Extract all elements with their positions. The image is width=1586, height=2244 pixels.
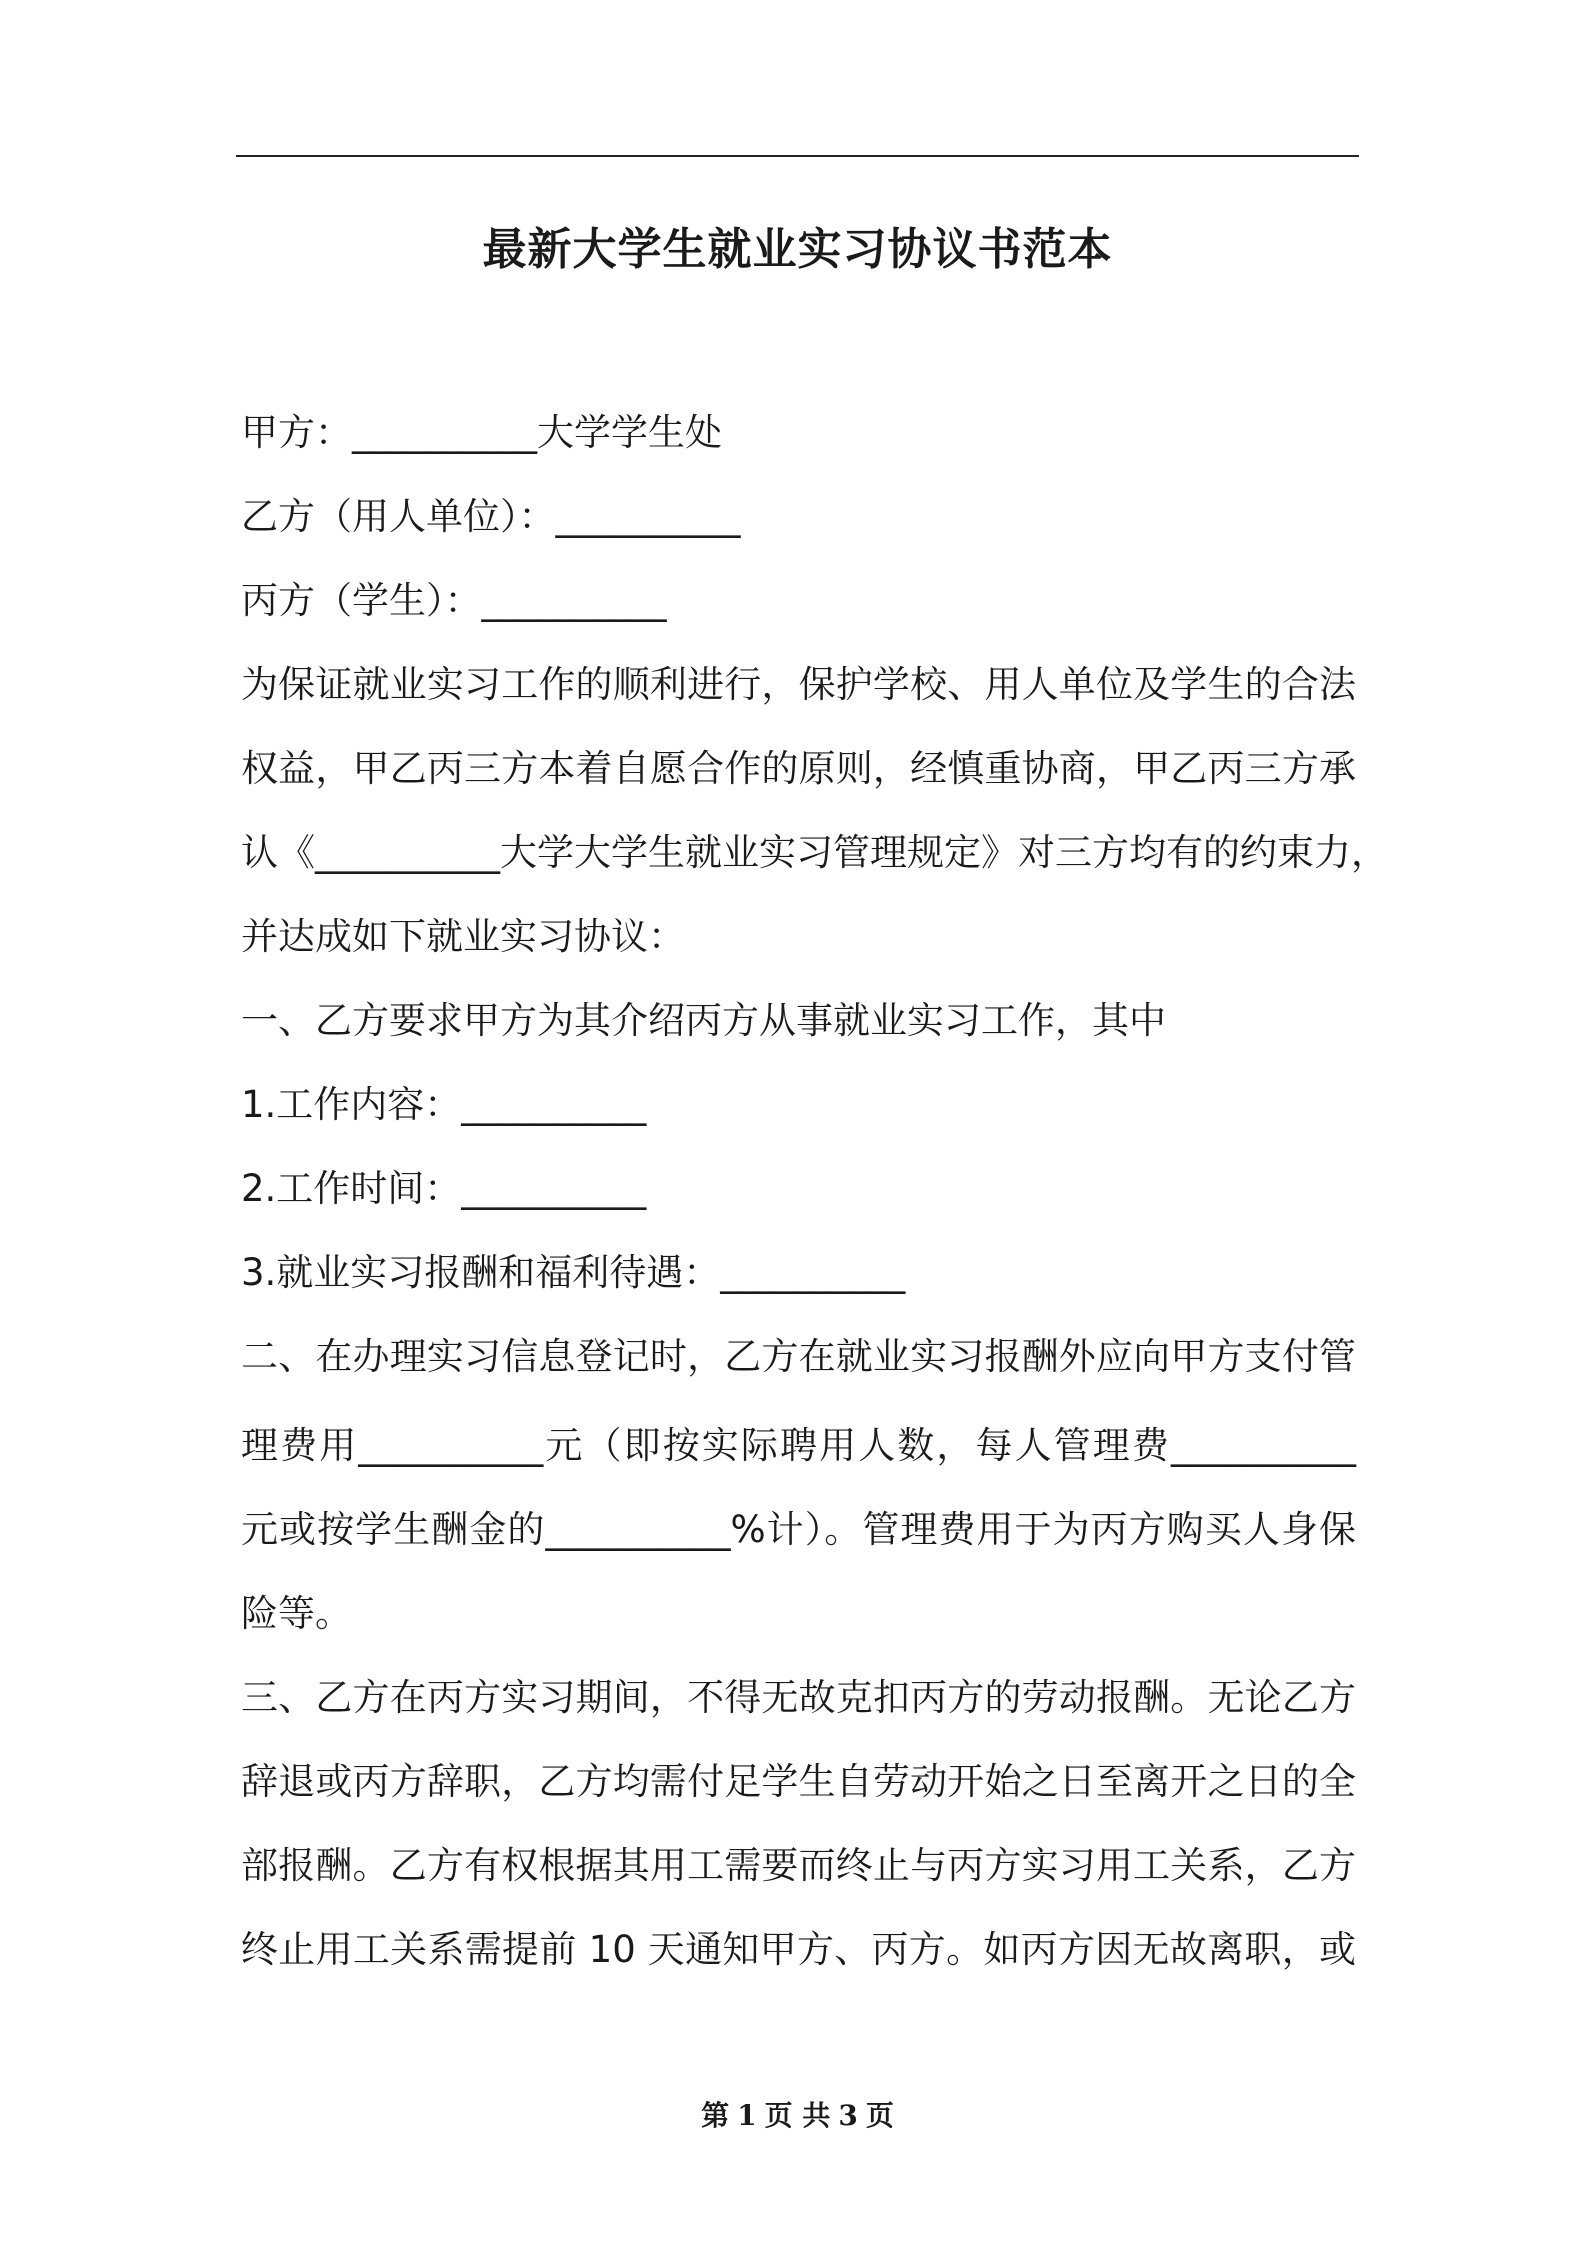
paragraph-line: 并达成如下就业实习协议：	[241, 915, 685, 958]
paragraph-line: 认《__________大学大学生就业实习管理规定》对三方均有的约束力，	[241, 831, 1388, 874]
clause-2-line: 元或按学生酬金的__________%计）。管理费用于为丙方购买人身保	[241, 1508, 1356, 1551]
page-total: 3	[838, 2099, 858, 2132]
party-a-line: 甲方：__________大学学生处	[241, 411, 722, 454]
footer-prefix: 第	[701, 2099, 730, 2132]
paragraph-line: 为保证就业实习工作的顺利进行，保护学校、用人单位及学生的合法	[241, 663, 1356, 706]
header-rule	[236, 155, 1359, 157]
clause-3-line: 终止用工关系需提前 10 天通知甲方、丙方。如丙方因无故离职，或	[241, 1928, 1356, 1971]
paragraph-line: 权益，甲乙丙三方本着自愿合作的原则，经慎重协商，甲乙丙三方承	[241, 747, 1356, 790]
clause-2-line: 理费用__________元（即按实际聘用人数，每人管理费__________	[241, 1424, 1356, 1467]
footer-suffix: 页	[865, 2099, 894, 2132]
party-b-line: 乙方（用人单位）：__________	[241, 495, 741, 538]
clause-1-item-3: 3.就业实习报酬和福利待遇：__________	[241, 1251, 906, 1294]
clause-3-line: 辞退或丙方辞职，乙方均需付足学生自劳动开始之日至离开之日的全	[241, 1760, 1356, 1803]
clause-3-line: 三、乙方在丙方实习期间，不得无故克扣丙方的劳动报酬。无论乙方	[241, 1676, 1356, 1719]
clause-1-heading: 一、乙方要求甲方为其介绍丙方从事就业实习工作，其中	[241, 999, 1166, 1042]
party-c-line: 丙方（学生）：__________	[241, 579, 667, 622]
clause-2-line: 险等。	[241, 1592, 352, 1635]
clause-1-item-1: 1.工作内容：__________	[241, 1083, 647, 1126]
clause-1-item-2: 2.工作时间：__________	[241, 1167, 647, 1210]
clause-3-line: 部报酬。乙方有权根据其用工需要而终止与丙方实习用工关系，乙方	[241, 1844, 1356, 1887]
page-footer	[236, 2096, 1359, 2136]
footer-mid: 页 共	[764, 2099, 831, 2132]
page-number: 1	[737, 2099, 757, 2132]
clause-2-line: 二、在办理实习信息登记时，乙方在就业实习报酬外应向甲方支付管	[241, 1335, 1356, 1378]
document-title: 最新大学生就业实习协议书范本	[482, 224, 1113, 275]
